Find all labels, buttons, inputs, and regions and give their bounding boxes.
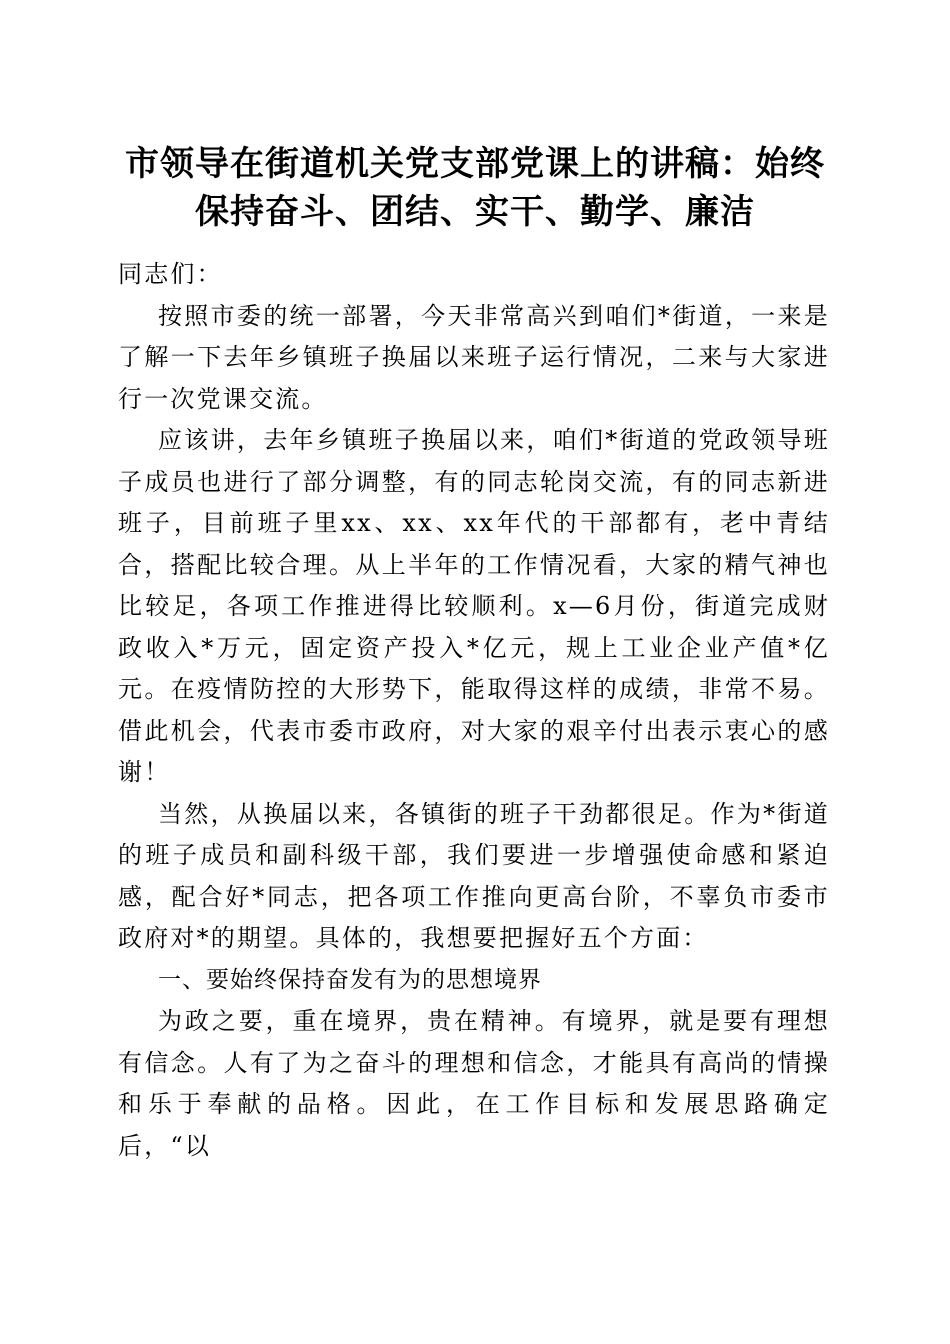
section-paragraph: 为政之要，重在境界，贵在精神。有境界，就是要有理想有信念。人有了为之奋斗的理想和信念，才能具有高尚的情操和乐于奉献的品格。因此，在工作目标和发展思路确定后，“以 bbox=[118, 1007, 830, 1160]
section-heading: 一、要始终保持奋发有为的思想境界 bbox=[158, 966, 542, 993]
salutation: 同志们： bbox=[118, 260, 223, 288]
paragraph-3: 当然，从换届以来，各镇街的班子干劲都很足。作为*街道的班子成员和副科级干部，我们要进一步增强使命感和紧迫感，配合好*同志，把各项工作推向更高台阶，不辜负市委市政府对*的期望。具体的，我想要把握好五个方面： bbox=[118, 799, 830, 952]
paragraph-2: 应该讲，去年乡镇班子换届以来，咱们*街道的党政领导班子成员也进行了部分调整，有的同志轮岗交流，有的同志新进班子，目前班子里xx、xx、xx年代的干部都有，老中青结合，搭配比较合理。从上半年的工作情况看，大家的精气神也比较足，各项工作推进得比较顺利。x—6月份，街道完成财政收入*万元，固定资产投入*亿元，规上工业企业产值*亿元。在疫情防控的大形势下，能取得这样的成绩，非常不易。借此机会，代表市委市政府，对大家的艰辛付出表示衷心的感谢！ bbox=[118, 426, 830, 786]
title-line-1: 市领导在街道机关党支部党课上的讲稿：始终 bbox=[125, 144, 825, 184]
document-title bbox=[100, 140, 850, 236]
paragraph-1: 按照市委的统一部署，今天非常高兴到咱们*街道，一来是了解一下去年乡镇班子换届以来班子运行情况，二来与大家进行一次党课交流。 bbox=[118, 301, 830, 413]
document-body bbox=[118, 254, 830, 1167]
title-line-2: 保持奋斗、团结、实干、勤学、廉洁 bbox=[195, 192, 755, 232]
